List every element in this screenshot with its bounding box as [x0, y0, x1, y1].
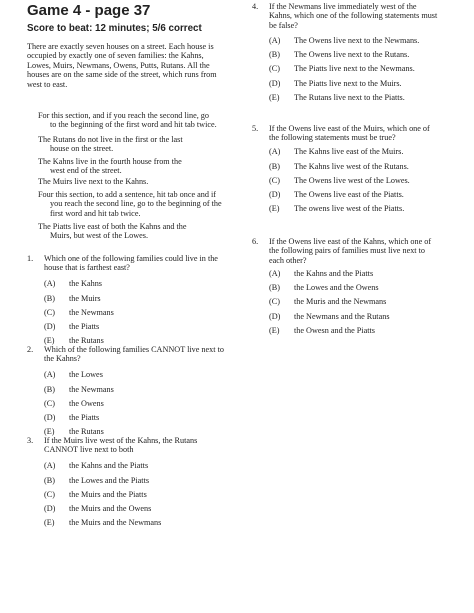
choice-letter: (C)	[269, 64, 280, 74]
choice-text: the Rutans	[69, 427, 104, 437]
answer-choice-b[interactable]	[44, 382, 247, 396]
question-text-line: If the Newmans live immediately west of the	[269, 2, 417, 11]
answer-choice-c[interactable]	[44, 305, 247, 319]
question-text-line: the following statements must be true?	[269, 133, 396, 143]
choice-text: the Newmans and the Rutans	[294, 311, 390, 321]
score-to-beat: Score to beat: 12 minutes; 5/6 correct	[27, 23, 202, 34]
choice-letter: (B)	[269, 161, 280, 171]
choice-text: the Owesn and the Piatts	[294, 325, 375, 335]
answer-choice-c[interactable]	[269, 62, 464, 76]
page-title: Game 4 - page 37	[27, 2, 151, 19]
choice-letter: (E)	[44, 518, 55, 528]
choice-text: the Newmans	[69, 307, 114, 317]
intro-line: west to east.	[27, 79, 68, 89]
intro-line: Lowes, Muirs, Newmans, Owens, Putts, Rutans. All the	[27, 60, 210, 70]
choice-text: the Muirs	[69, 293, 101, 303]
question-text-line: If the Owens live east of the Muirs, which one of	[269, 124, 430, 133]
choice-letter: (A)	[44, 370, 56, 380]
choice-text: the Piatts	[69, 413, 100, 423]
answer-choice-c[interactable]	[44, 396, 247, 410]
choice-text: the Kahns and the Piatts	[294, 268, 374, 278]
choice-text: the Muirs and the Owens	[69, 504, 152, 514]
rule-line: Four this section, to add a sentence, hit tab once and if	[38, 190, 217, 199]
question-text-line: each other?	[269, 255, 307, 265]
intro-line: There are exactly seven houses on a street. Each house is	[27, 42, 214, 51]
choice-text: the Lowes and the Owens	[294, 282, 379, 292]
answer-choice-b[interactable]	[44, 473, 247, 487]
question-text-line: the Kahns?	[44, 354, 81, 364]
answer-choice-c[interactable]	[44, 487, 247, 501]
choice-letter: (D)	[44, 322, 56, 332]
question-4	[252, 2, 464, 105]
rule-line: The Muirs live next to the Kahns.	[38, 177, 149, 186]
answer-choices	[269, 33, 464, 104]
choice-text: the Kahns and the Piatts	[69, 461, 149, 471]
choice-text: The Owens live next to the Rutans.	[294, 49, 410, 59]
intro-paragraph	[27, 42, 247, 89]
question-stem	[27, 345, 247, 364]
question-text-line: the following pairs of families must live next to	[269, 246, 425, 256]
question-text-line: be false?	[269, 20, 298, 30]
choice-text: the Owens	[69, 398, 104, 408]
choice-letter: (A)	[44, 461, 56, 471]
question-text-line: If the Owens live east of the Kahns, which one of	[269, 237, 432, 246]
question-stem	[27, 436, 247, 455]
answer-choice-e[interactable]	[269, 90, 464, 104]
question-2	[27, 345, 247, 439]
choice-text: the Lowes and the Piatts	[69, 475, 150, 485]
question-number: 3.	[27, 436, 34, 445]
choice-text: The owens live west of the Piatts.	[294, 204, 405, 214]
choice-letter: (C)	[269, 175, 280, 185]
answer-choices	[269, 145, 464, 216]
answer-choices	[44, 277, 247, 348]
rule-item	[38, 190, 246, 218]
choice-letter: (A)	[269, 268, 281, 278]
answer-choice-a[interactable]	[269, 145, 464, 159]
question-stem	[27, 254, 247, 273]
question-number: 6.	[252, 237, 259, 246]
question-text-line: Which one of the following families could live in the	[44, 254, 218, 263]
choice-letter: (D)	[44, 413, 56, 423]
answer-choice-e[interactable]	[269, 202, 464, 216]
rule-line: The Piatts live east of both the Kahns and the	[38, 222, 187, 231]
question-number: 5.	[252, 124, 259, 133]
answer-choice-a[interactable]	[44, 277, 247, 291]
rule-line: house on the street.	[50, 144, 114, 154]
choice-letter: (B)	[44, 293, 55, 303]
answer-choice-a[interactable]	[269, 266, 464, 280]
choice-text: The Rutans live next to the Piatts.	[294, 92, 405, 102]
question-number: 1.	[27, 254, 34, 263]
choice-letter: (E)	[269, 92, 280, 102]
choice-letter: (B)	[269, 49, 280, 59]
answer-choice-c[interactable]	[269, 295, 464, 309]
choice-text: The Owens live east of the Piatts.	[294, 190, 404, 200]
rule-item	[38, 177, 246, 186]
question-number: 2.	[27, 345, 34, 354]
rule-line: For this section, and if you reach the second line, go	[38, 111, 209, 120]
question-5	[252, 124, 464, 216]
choice-text: The Kahns live east of the Muirs.	[294, 147, 404, 157]
choice-letter: (D)	[269, 78, 281, 88]
rule-line: The Kahns live in the fourth house from the	[38, 157, 182, 166]
answer-choice-d[interactable]	[44, 411, 247, 425]
answer-choice-b[interactable]	[44, 291, 247, 305]
rule-line: first word and hit tab twice.	[50, 208, 141, 218]
answer-choice-b[interactable]	[269, 281, 464, 295]
choice-letter: (D)	[269, 311, 281, 321]
answer-choices	[44, 459, 247, 530]
answer-choice-b[interactable]	[269, 159, 464, 173]
choice-text: The Piatts live next to the Newmans.	[294, 64, 415, 74]
question-stem	[252, 2, 464, 30]
choice-letter: (C)	[269, 297, 280, 307]
answer-choice-a[interactable]	[44, 368, 247, 382]
choice-text: the Newmans	[69, 384, 114, 394]
rule-item	[38, 135, 246, 154]
rule-item	[38, 111, 246, 130]
intro-line: houses are on the same side of the street, which runs from	[27, 70, 217, 80]
answer-choice-d[interactable]	[269, 188, 464, 202]
rule-item	[38, 157, 246, 176]
answer-choice-e[interactable]	[269, 323, 464, 337]
question-1	[27, 254, 247, 348]
question-text-line: house that is farthest east?	[44, 263, 130, 273]
question-text-line: Which of the following families CANNOT live next to	[44, 345, 224, 354]
answer-choice-c[interactable]	[269, 173, 464, 187]
answer-choice-a[interactable]	[269, 33, 464, 47]
choice-letter: (D)	[44, 504, 56, 514]
choice-letter: (B)	[269, 282, 280, 292]
rule-line: west end of the street.	[50, 166, 122, 176]
rule-item	[38, 222, 246, 241]
rule-line: The Rutans do not live in the first or the last	[38, 135, 183, 144]
choice-text: the Lowes	[69, 370, 103, 380]
choice-text: The Owens live next to the Newmans.	[294, 35, 420, 45]
choice-letter: (E)	[269, 204, 280, 214]
question-6	[252, 237, 464, 338]
choice-letter: (C)	[44, 489, 55, 499]
choice-letter: (A)	[269, 147, 281, 157]
answer-choice-d[interactable]	[44, 320, 247, 334]
question-number: 4.	[252, 2, 259, 11]
answer-choice-d[interactable]	[44, 502, 247, 516]
choice-letter: (B)	[44, 384, 55, 394]
answer-choice-b[interactable]	[269, 48, 464, 62]
answer-choice-a[interactable]	[44, 459, 247, 473]
intro-line: occupied by exactly one of seven families: the Kahns,	[27, 51, 204, 61]
choice-letter: (A)	[269, 35, 281, 45]
question-text-line: CANNOT live next to both	[44, 445, 134, 455]
question-text-line: Kahns, which one of the following statements must	[269, 11, 438, 21]
choice-text: the Muris and the Newmans	[294, 297, 387, 307]
choice-text: the Muirs and the Piatts	[69, 489, 147, 499]
choice-letter: (B)	[44, 475, 55, 485]
choice-letter: (C)	[44, 307, 55, 317]
question-text-line: If the Muirs live west of the Kahns, the Rutans	[44, 436, 198, 445]
choice-letter: (E)	[44, 427, 55, 437]
choice-text: the Piatts	[69, 322, 100, 332]
question-3	[27, 436, 247, 530]
question-stem	[252, 124, 464, 143]
choice-letter: (C)	[44, 398, 55, 408]
answer-choices	[269, 266, 464, 337]
choice-text: The Piatts live next to the Muirs.	[294, 78, 402, 88]
choice-letter: (A)	[44, 279, 56, 289]
choice-text: The Kahns live west of the Rutans.	[294, 161, 409, 171]
answer-choice-d[interactable]	[269, 309, 464, 323]
choice-letter: (D)	[269, 190, 281, 200]
choice-text: the Rutans	[69, 336, 104, 346]
choice-text: the Muirs and the Newmans	[69, 518, 162, 528]
answer-choices	[44, 368, 247, 439]
choice-letter: (E)	[44, 336, 55, 346]
choice-letter: (E)	[269, 325, 280, 335]
answer-choice-d[interactable]	[269, 76, 464, 90]
rule-line: to the beginning of the first word and hit tab twice.	[50, 120, 217, 130]
answer-choice-e[interactable]	[44, 516, 247, 530]
question-stem	[252, 237, 464, 265]
choice-text: the Kahns	[69, 279, 102, 289]
rule-line: Muirs, but west of the Lowes.	[50, 231, 149, 241]
choice-text: The Owens live west of the Lowes.	[294, 175, 410, 185]
rule-line: you reach the second line, go to the beginning of the	[50, 199, 222, 209]
